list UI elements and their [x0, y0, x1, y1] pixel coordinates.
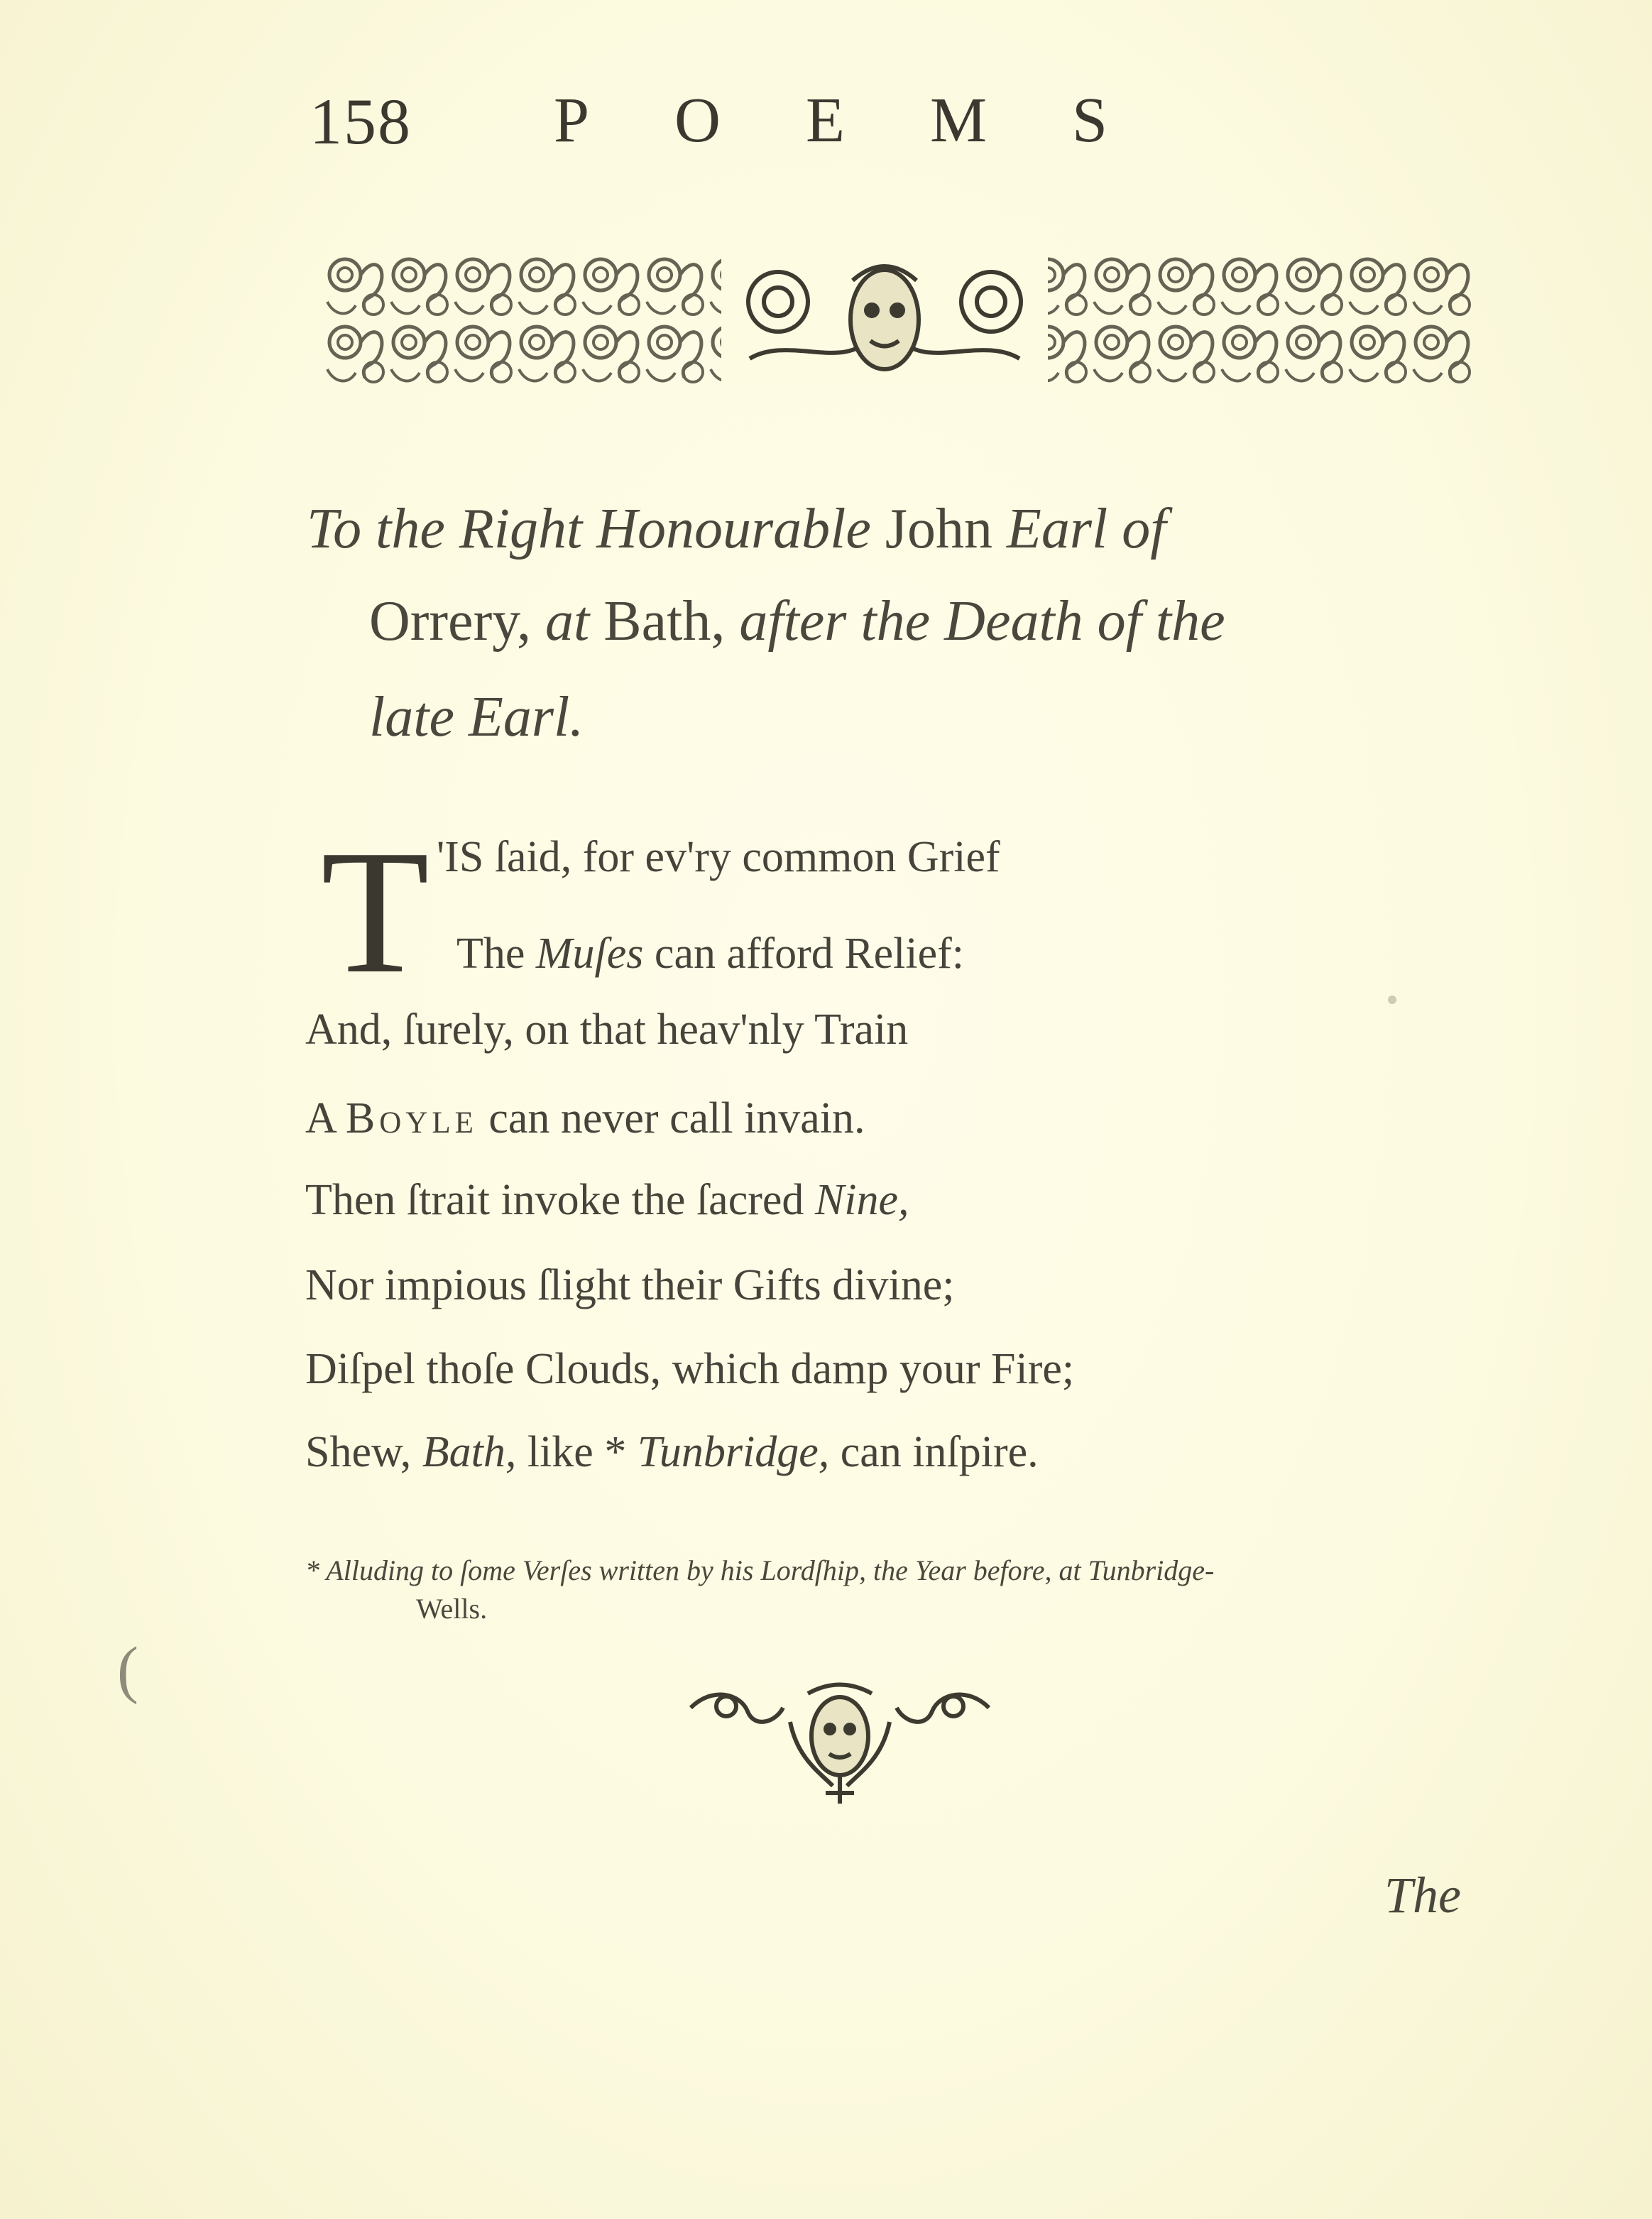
poem-title-line-3: late Earl. [369, 686, 584, 748]
footnote-line-1: * Alluding to ſome Verſes written by his Lordſhip, the Year before, at Tunbridge- [305, 1554, 1215, 1586]
footnote-line-2: Wells. [416, 1593, 488, 1625]
verse-line-6: Nor impious ſlight their Gifts divine; [305, 1261, 955, 1309]
verse-line-7: Diſpel thoſe Clouds, which damp your Fire; [305, 1345, 1075, 1393]
headpiece-ornament-icon [324, 252, 1474, 391]
margin-mark: ( [117, 1635, 138, 1705]
verse-line-2: The Muſes can afford Relief: [456, 929, 965, 978]
ink-spot [1388, 996, 1396, 1004]
tailpiece-ornament-icon [684, 1679, 996, 1807]
verse-line-5: Then ſtrait invoke the ſacred Nine, [305, 1176, 909, 1224]
poem-title-line-1: To the Right Honourable John Earl of [307, 498, 1166, 560]
verse-line-3: And, ſurely, on that heav'nly Train [305, 1005, 909, 1054]
page-number: 158 [310, 85, 412, 158]
verse-line-8: Shew, Bath, like * Tunbridge, can inſpire. [305, 1428, 1039, 1476]
poem-title-line-2: Orrery, at Bath, after the Death of the [369, 590, 1225, 653]
catchword: The [1384, 1867, 1461, 1924]
verse-line-4: A Boyle can never call invain. [305, 1094, 865, 1143]
verse-line-1: 'IS ſaid, for ev'ry common Grief [437, 833, 1000, 881]
drop-cap: T [321, 814, 430, 1010]
running-head: POEMS [554, 85, 1193, 156]
